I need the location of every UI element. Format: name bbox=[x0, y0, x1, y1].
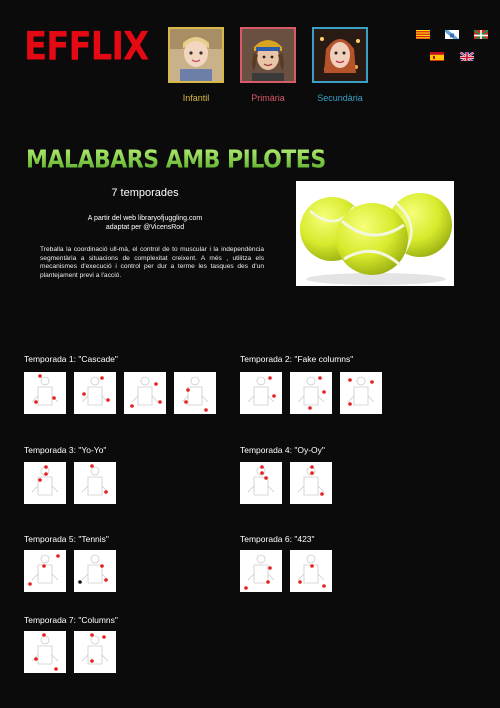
credit-source: A partir del web libraryofjuggling.com bbox=[87, 215, 203, 222]
season-5-title[interactable]: Temporada 5: "Tennis" bbox=[24, 534, 109, 544]
english-flag-icon[interactable] bbox=[460, 50, 474, 61]
season-2-episode-2[interactable] bbox=[290, 372, 332, 414]
season-4-episode-1[interactable] bbox=[240, 462, 282, 504]
season-1-episode-4[interactable] bbox=[174, 372, 216, 414]
season-3-episode-2[interactable] bbox=[74, 462, 116, 504]
season-7-episode-1[interactable] bbox=[24, 631, 66, 673]
seasons-count: 7 temporades bbox=[111, 187, 179, 199]
credit-author: adaptat per @VicensRod bbox=[105, 224, 185, 231]
season-1-episode-3[interactable] bbox=[124, 372, 166, 414]
season-6-episode-2[interactable] bbox=[290, 550, 332, 592]
season-7-episode-2[interactable] bbox=[74, 631, 116, 673]
season-1-episode-1[interactable] bbox=[24, 372, 66, 414]
description: Treballa la coordinació ull-mà, el control de to muscular i la independència segmentària a situacions de complexitat creixent. A més , utilitza els mecanismes d'execució i control per dur a terme les tasques des d'un plantejament previ a l'acció. bbox=[40, 246, 264, 279]
avatar[interactable] bbox=[240, 27, 296, 83]
galician-flag-icon[interactable] bbox=[445, 28, 459, 39]
profile-infantil[interactable] bbox=[168, 27, 224, 103]
basque-flag-icon[interactable] bbox=[474, 28, 488, 39]
season-6-episode-1[interactable] bbox=[240, 550, 282, 592]
profile-label[interactable]: Primària bbox=[251, 93, 285, 103]
credit bbox=[60, 214, 230, 232]
catalan-flag-icon[interactable] bbox=[416, 28, 430, 39]
season-3-title[interactable]: Temporada 3: "Yo-Yo" bbox=[24, 445, 107, 455]
profile-primaria[interactable] bbox=[240, 27, 296, 103]
season-4-title[interactable]: Temporada 4: "Oy-Oy" bbox=[240, 445, 325, 455]
season-2-title[interactable]: Temporada 2: "Fake columns" bbox=[240, 354, 354, 364]
season-3-episode-1[interactable] bbox=[24, 462, 66, 504]
season-5-episode-2[interactable] bbox=[74, 550, 116, 592]
profile-label[interactable]: Secundària bbox=[317, 93, 363, 103]
season-2-episode-3[interactable] bbox=[340, 372, 382, 414]
profile-secundaria[interactable] bbox=[312, 27, 368, 103]
season-4-episode-2[interactable] bbox=[290, 462, 332, 504]
page-title: MALABARS AMB PILOTES bbox=[26, 146, 326, 174]
brand-logo[interactable]: EFFLIX bbox=[24, 24, 149, 70]
avatar[interactable] bbox=[168, 27, 224, 83]
season-1-episode-2[interactable] bbox=[74, 372, 116, 414]
avatar[interactable] bbox=[312, 27, 368, 83]
season-5-episode-1[interactable] bbox=[24, 550, 66, 592]
season-1-title[interactable]: Temporada 1: "Cascade" bbox=[24, 354, 118, 364]
profile-label[interactable]: Infantil bbox=[182, 93, 210, 103]
season-7-title[interactable]: Temporada 7: "Columns" bbox=[24, 615, 118, 625]
spanish-flag-icon[interactable] bbox=[430, 50, 444, 61]
hero-image[interactable] bbox=[296, 181, 454, 286]
season-2-episode-1[interactable] bbox=[240, 372, 282, 414]
season-6-title[interactable]: Temporada 6: "423" bbox=[240, 534, 315, 544]
